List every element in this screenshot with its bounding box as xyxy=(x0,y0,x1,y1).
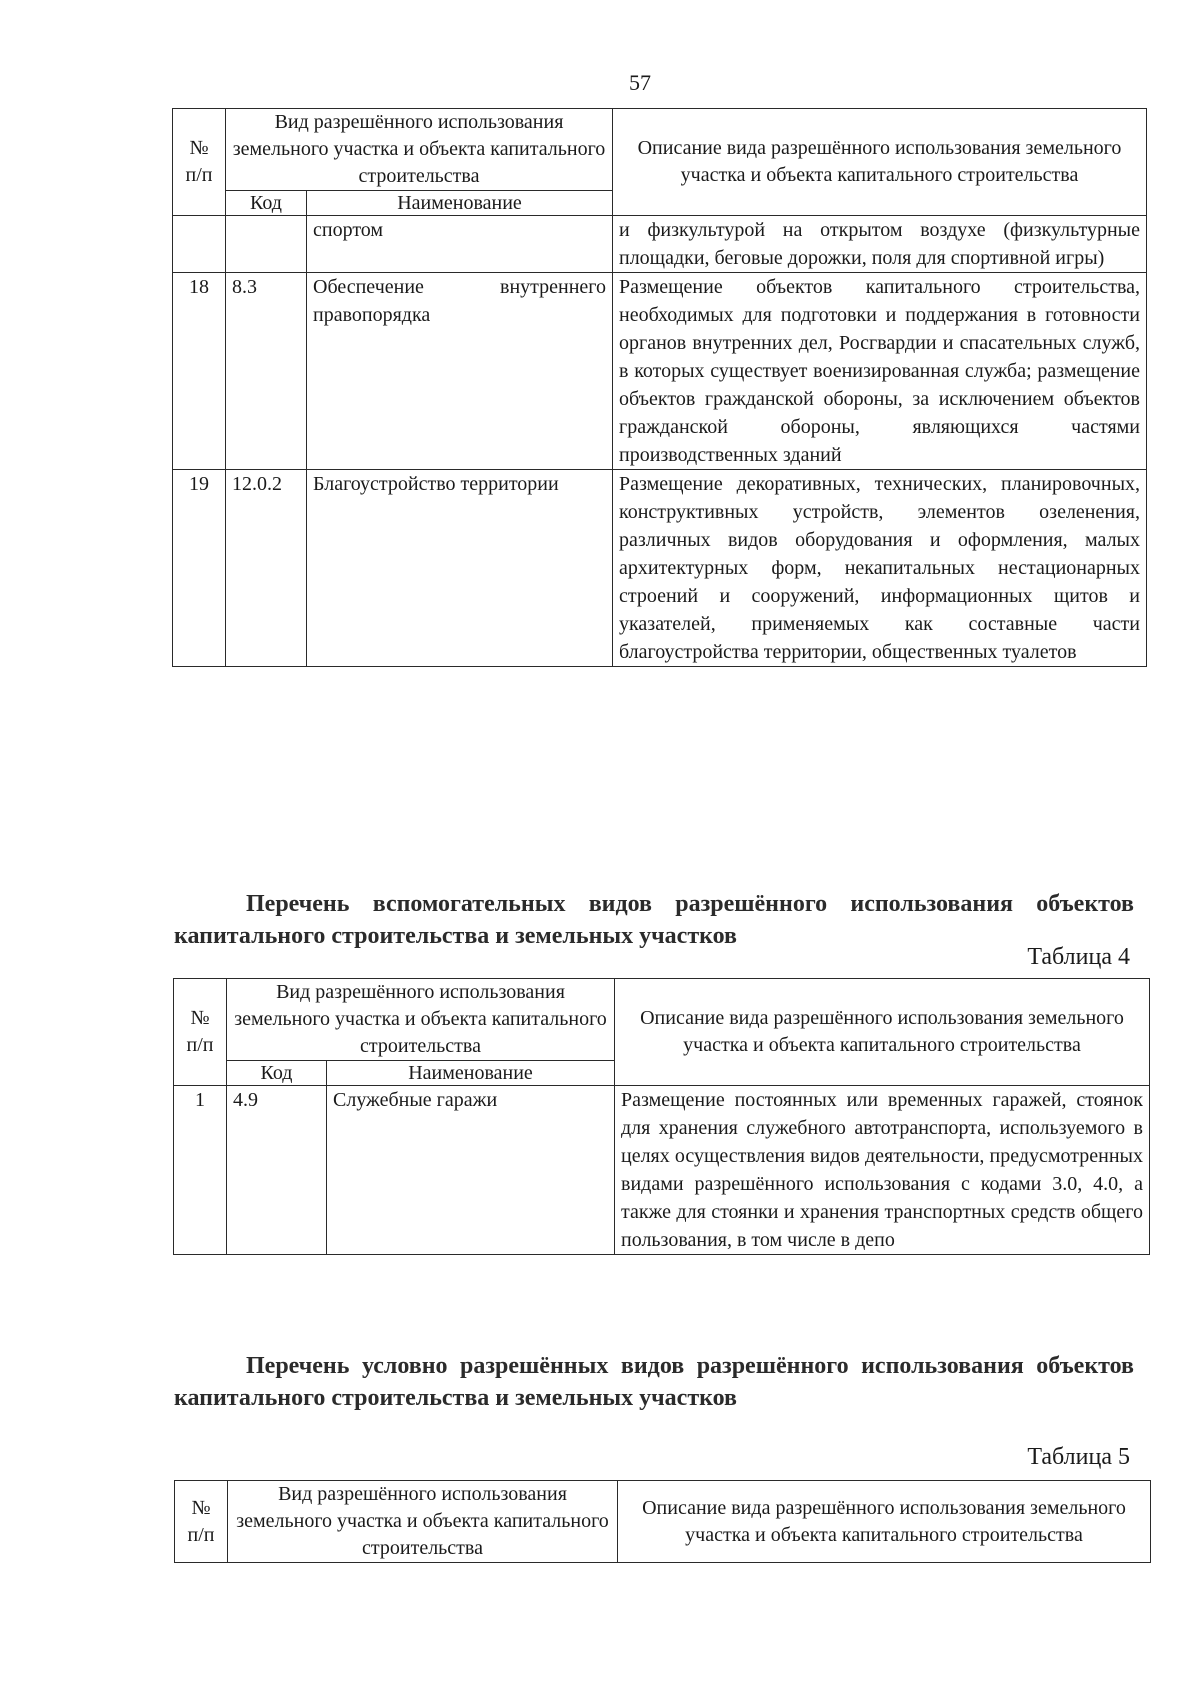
header-desc: Описание вида разрешённого использования земельного участка и объекта капитального строительства xyxy=(613,109,1147,216)
auxiliary-use-table xyxy=(173,978,1150,1255)
header-code: Код xyxy=(227,1061,327,1086)
header-type: Вид разрешённого использования земельного участка и объекта капитального строительства xyxy=(227,979,615,1061)
row-code: 8.3 xyxy=(226,273,307,470)
row-name: Благоустройство территории xyxy=(307,470,613,667)
row-num: 19 xyxy=(173,470,226,667)
row-num xyxy=(173,216,226,273)
header-type: Вид разрешённого использования земельного участка и объекта капитального строительства xyxy=(226,109,613,191)
header-code: Код xyxy=(226,191,307,216)
row-num: 1 xyxy=(174,1086,227,1255)
page-number: 57 xyxy=(629,70,651,95)
header-num: № п/п xyxy=(175,1481,228,1563)
table-header-row xyxy=(173,109,1147,191)
table-header-row xyxy=(174,979,1150,1061)
section-title-auxiliary: Перечень вспомогательных видов разрешённого использования объектов капитального строительства и земельных участков xyxy=(174,891,1134,949)
row-desc: Размещение объектов капитального строительства, необходимых для подготовки и поддержания в готовности органов внутренних дел, Росгвардии и спасательных служб, в которых существует военизированная служба; размещение объектов гражданской обороны, за исключением объектов гражданской обороны, являющихся частями производственных зданий xyxy=(613,273,1147,470)
header-name: Наименование xyxy=(307,191,613,216)
row-name: Обеспечение внутреннего правопорядка xyxy=(307,273,613,470)
row-name: спортом xyxy=(307,216,613,273)
row-code: 4.9 xyxy=(227,1086,327,1255)
conditional-use-table xyxy=(174,1480,1151,1563)
row-desc: Размещение постоянных или временных гаражей, стоянок для хранения служебного автотранспорта, используемого в целях осуществления видов деятельности, предусмотренных видами разрешённого использования с кодами 3.0, 4.0, а также для стоянки и хранения транспортных средств общего пользования, в том числе в депо xyxy=(615,1086,1150,1255)
row-desc: и физкультурой на открытом воздухе (физкультурные площадки, беговые дорожки, поля для спортивной игры) xyxy=(613,216,1147,273)
table-row xyxy=(174,1086,1150,1255)
section-title-conditional: Перечень условно разрешённых видов разрешённого использования объектов капитального строительства и земельных участков xyxy=(174,1353,1134,1411)
header-type: Вид разрешённого использования земельного участка и объекта капитального строительства xyxy=(228,1481,618,1563)
table-row xyxy=(173,216,1147,273)
header-desc: Описание вида разрешённого использования земельного участка и объекта капитального строительства xyxy=(615,979,1150,1086)
header-num: № п/п xyxy=(173,109,226,216)
table-row xyxy=(173,470,1147,667)
table-caption-5: Таблица 5 xyxy=(1027,1444,1130,1470)
header-num: № п/п xyxy=(174,979,227,1086)
header-name: Наименование xyxy=(327,1061,615,1086)
table-caption-4: Таблица 4 xyxy=(1027,944,1130,970)
header-desc: Описание вида разрешённого использования земельного участка и объекта капитального строительства xyxy=(618,1481,1151,1563)
row-name: Служебные гаражи xyxy=(327,1086,615,1255)
row-code: 12.0.2 xyxy=(226,470,307,667)
table-header-row xyxy=(175,1481,1151,1563)
row-desc: Размещение декоративных, технических, планировочных, конструктивных устройств, элементов озеленения, различных видов оборудования и оформления, малых архитектурных форм, некапитальных нестационарных строений и сооружений, информационных щитов и указателей, применяемых как составные части благоустройства территории, общественных туалетов xyxy=(613,470,1147,667)
table-row xyxy=(173,273,1147,470)
land-use-table-continued xyxy=(172,108,1147,667)
row-num: 18 xyxy=(173,273,226,470)
row-code xyxy=(226,216,307,273)
